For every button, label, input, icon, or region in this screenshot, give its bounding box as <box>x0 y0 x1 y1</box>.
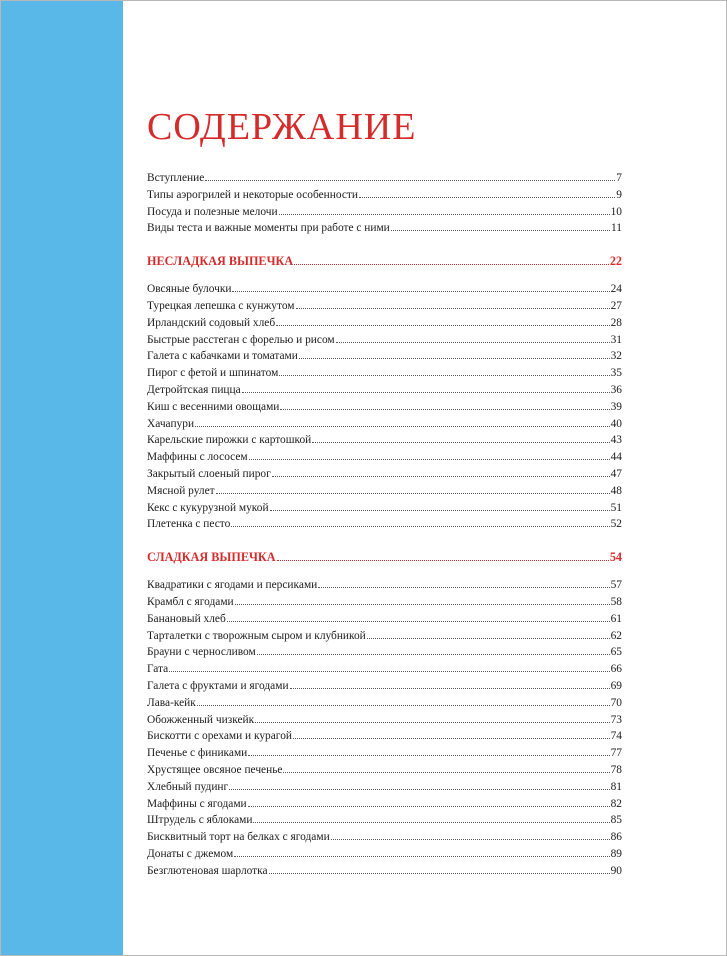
dot-leader <box>294 263 609 265</box>
toc-entry[interactable] <box>147 348 622 365</box>
dot-leader <box>253 821 609 823</box>
toc-entry[interactable] <box>147 466 622 483</box>
toc-entry-page-number: 9 <box>616 188 622 201</box>
dot-leader <box>227 620 610 622</box>
toc-entry[interactable] <box>147 661 622 678</box>
toc-entry-page-number: 47 <box>610 467 622 480</box>
toc-entry-title: Маффины с ягодами <box>147 797 247 810</box>
dot-leader <box>242 391 610 393</box>
toc-entry[interactable] <box>147 187 622 204</box>
toc-entry[interactable] <box>147 298 622 315</box>
toc-entry[interactable] <box>147 577 622 594</box>
toc-entry[interactable] <box>147 281 622 298</box>
toc-entry-title: Кекс с кукурузной мукой <box>147 501 269 514</box>
toc-entry-title: Обожженный чизкейк <box>147 713 255 726</box>
section-label: СЛАДКАЯ ВЫПЕЧКА <box>147 550 276 565</box>
dot-leader <box>235 603 610 605</box>
toc-entry[interactable] <box>147 712 622 729</box>
toc-entry-page-number: 73 <box>610 713 622 726</box>
toc-entry[interactable] <box>147 220 622 237</box>
toc-entry-title: Банановый хлеб <box>147 612 226 625</box>
toc-entry[interactable] <box>147 204 622 221</box>
toc-entry[interactable] <box>147 170 622 187</box>
dot-leader <box>272 475 610 477</box>
dot-leader <box>229 788 609 790</box>
toc-entry-page-number: 89 <box>610 847 622 860</box>
toc-entry[interactable] <box>147 762 622 779</box>
toc-entry[interactable] <box>147 399 622 416</box>
dot-leader <box>195 425 610 427</box>
dot-leader <box>293 737 610 739</box>
dot-leader <box>336 341 610 343</box>
dot-leader <box>280 408 609 410</box>
dot-leader <box>231 525 609 527</box>
toc-entry-page-number: 36 <box>610 383 622 396</box>
dot-leader <box>367 637 610 639</box>
toc-entry-page-number: 44 <box>610 451 622 464</box>
toc-entry-page-number: 90 <box>610 864 622 877</box>
dot-leader <box>312 441 609 443</box>
toc-entry-title: Галета с фруктами и ягодами <box>147 679 289 692</box>
toc-entry[interactable] <box>147 611 622 628</box>
dot-leader <box>290 687 610 689</box>
toc-entry-title: Квадратики с ягодами и персиками <box>147 579 318 592</box>
toc-entry[interactable] <box>147 728 622 745</box>
dot-leader <box>299 357 610 359</box>
toc-entry-title: Посуда и полезные мелочи <box>147 205 278 218</box>
toc-entry-page-number: 10 <box>610 205 622 218</box>
dot-leader <box>270 509 610 511</box>
dot-leader <box>234 855 609 857</box>
toc-entry-page-number: 70 <box>610 696 622 709</box>
toc-entry-page-number: 39 <box>610 400 622 413</box>
dot-leader <box>318 586 609 588</box>
toc-entry-title: Безглютеновая шарлотка <box>147 864 268 877</box>
toc-entry[interactable] <box>147 365 622 382</box>
toc-entry-page-number: 57 <box>610 579 622 592</box>
dot-leader <box>249 458 610 460</box>
dot-leader <box>331 838 610 840</box>
dot-leader <box>276 324 609 326</box>
dot-leader <box>391 229 610 231</box>
dot-leader <box>269 872 610 874</box>
toc-entry[interactable] <box>147 500 622 517</box>
toc-entry-title: Гата <box>147 663 169 676</box>
toc-entry[interactable] <box>147 432 622 449</box>
section-label: НЕСЛАДКАЯ ВЫПЕЧКА <box>147 254 294 269</box>
section-heading-savory[interactable] <box>147 252 622 271</box>
toc-entry-page-number: 61 <box>610 612 622 625</box>
toc-entry-title: Турецкая лепешка с кунжутом <box>147 299 295 312</box>
toc-entry-title: Карельские пирожки с картошкой <box>147 434 312 447</box>
dot-leader <box>232 290 609 292</box>
toc-entry-page-number: 32 <box>610 350 622 363</box>
toc-entry-title: Типы аэрогрилей и некоторые особенности <box>147 188 358 201</box>
dot-leader <box>257 653 610 655</box>
toc-entry-page-number: 74 <box>610 730 622 743</box>
toc-entry-title: Лава-кейк <box>147 696 196 709</box>
toc-entry-title: Печенье с финиками <box>147 747 248 760</box>
page-title: СОДЕРЖАНИЕ <box>147 106 417 148</box>
toc-entry-page-number: 51 <box>610 501 622 514</box>
intro-list <box>147 170 622 237</box>
toc-entry-title: Бискотти с орехами и курагой <box>147 730 292 743</box>
toc-entry[interactable] <box>147 644 622 661</box>
blue-sidebar-band <box>1 1 123 955</box>
toc-entry[interactable] <box>147 846 622 863</box>
toc-entry-title: Хрустящее овсяное печенье <box>147 763 283 776</box>
toc-entry[interactable] <box>147 516 622 533</box>
toc-entry-page-number: 85 <box>610 814 622 827</box>
dot-leader <box>169 670 609 672</box>
section-page-number: 22 <box>609 254 622 269</box>
toc-entry-title: Ирландский содовый хлеб <box>147 316 276 329</box>
toc-entry[interactable] <box>147 483 622 500</box>
toc-entry-title: Галета с кабачками и томатами <box>147 350 298 363</box>
dot-leader <box>283 771 609 773</box>
table-of-contents <box>147 104 622 879</box>
toc-entry-title: Овсяные булочки <box>147 283 232 296</box>
toc-entry-title: Тарталетки с творожным сыром и клубникой <box>147 629 366 642</box>
toc-entry[interactable] <box>147 416 622 433</box>
dot-leader <box>279 374 609 376</box>
dot-leader <box>216 492 610 494</box>
toc-entry[interactable] <box>147 863 622 880</box>
toc-entry-title: Штрудель с яблоками <box>147 814 253 827</box>
toc-entry-page-number: 82 <box>610 797 622 810</box>
toc-entry-page-number: 86 <box>610 831 622 844</box>
dot-leader <box>248 754 609 756</box>
toc-entry-title: Закрытый слоеный пирог <box>147 467 271 480</box>
toc-entry-title: Мясной рулет <box>147 484 215 497</box>
dot-leader <box>277 559 609 561</box>
toc-entry-page-number: 52 <box>610 518 622 531</box>
toc-entry-title: Бисквитный торт на белках с ягодами <box>147 831 330 844</box>
dot-leader <box>248 805 610 807</box>
toc-entry-page-number: 81 <box>610 780 622 793</box>
toc-entry-title: Плетенка с песто <box>147 518 231 531</box>
section-heading-sweet[interactable] <box>147 548 622 567</box>
toc-entry-title: Детройтская пицца <box>147 383 241 396</box>
toc-entry-page-number: 35 <box>610 367 622 380</box>
toc-entry-page-number: 27 <box>610 299 622 312</box>
toc-entry-title: Киш с весенними овощами <box>147 400 280 413</box>
toc-entry[interactable] <box>147 678 622 695</box>
toc-entry-title: Пирог с фетой и шпинатом <box>147 367 279 380</box>
toc-entry[interactable] <box>147 449 622 466</box>
toc-entry-page-number: 28 <box>610 316 622 329</box>
toc-entry-page-number: 65 <box>610 646 622 659</box>
toc-entry-title: Быстрые расстеган с форелью и рисом <box>147 333 335 346</box>
toc-entry[interactable] <box>147 695 622 712</box>
dot-leader <box>359 196 615 198</box>
toc-entry[interactable] <box>147 779 622 796</box>
toc-entry-page-number: 43 <box>610 434 622 447</box>
toc-entry-title: Донаты с джемом <box>147 847 234 860</box>
toc-entry[interactable] <box>147 594 622 611</box>
toc-entry[interactable] <box>147 829 622 846</box>
savory-list <box>147 281 622 533</box>
toc-entry-title: Крамбл с ягодами <box>147 595 234 608</box>
toc-entry-title: Маффины с лососем <box>147 451 248 464</box>
toc-entry-page-number: 7 <box>616 172 622 184</box>
toc-entry-page-number: 62 <box>610 629 622 642</box>
dot-leader <box>205 179 615 181</box>
dot-leader <box>296 307 610 309</box>
sweet-list <box>147 577 622 879</box>
toc-entry-page-number: 69 <box>610 679 622 692</box>
toc-entry-title: Вступление <box>147 172 205 184</box>
toc-entry-title: Хлебный пудинг <box>147 780 229 793</box>
toc-entry-page-number: 31 <box>610 333 622 346</box>
toc-entry-page-number: 11 <box>611 222 622 235</box>
toc-entry-title: Хачапури <box>147 417 195 430</box>
toc-entry-title: Брауни с черносливом <box>147 646 256 659</box>
dot-leader <box>255 721 609 723</box>
dot-leader <box>279 213 610 215</box>
toc-entry[interactable] <box>147 382 622 399</box>
toc-entry-page-number: 78 <box>610 763 622 776</box>
toc-entry[interactable] <box>147 796 622 813</box>
toc-entry[interactable] <box>147 812 622 829</box>
toc-entry[interactable] <box>147 315 622 332</box>
dot-leader <box>197 704 610 706</box>
toc-entry-page-number: 66 <box>610 663 622 676</box>
toc-entry-page-number: 24 <box>610 283 622 296</box>
section-page-number: 54 <box>609 550 622 565</box>
toc-entry[interactable] <box>147 332 622 349</box>
toc-entry-page-number: 77 <box>610 747 622 760</box>
toc-entry[interactable] <box>147 745 622 762</box>
toc-entry-title: Виды теста и важные моменты при работе с ними <box>147 222 390 235</box>
toc-entry-page-number: 40 <box>610 417 622 430</box>
toc-entry-page-number: 58 <box>610 595 622 608</box>
toc-entry[interactable] <box>147 628 622 645</box>
toc-entry-page-number: 48 <box>610 484 622 497</box>
